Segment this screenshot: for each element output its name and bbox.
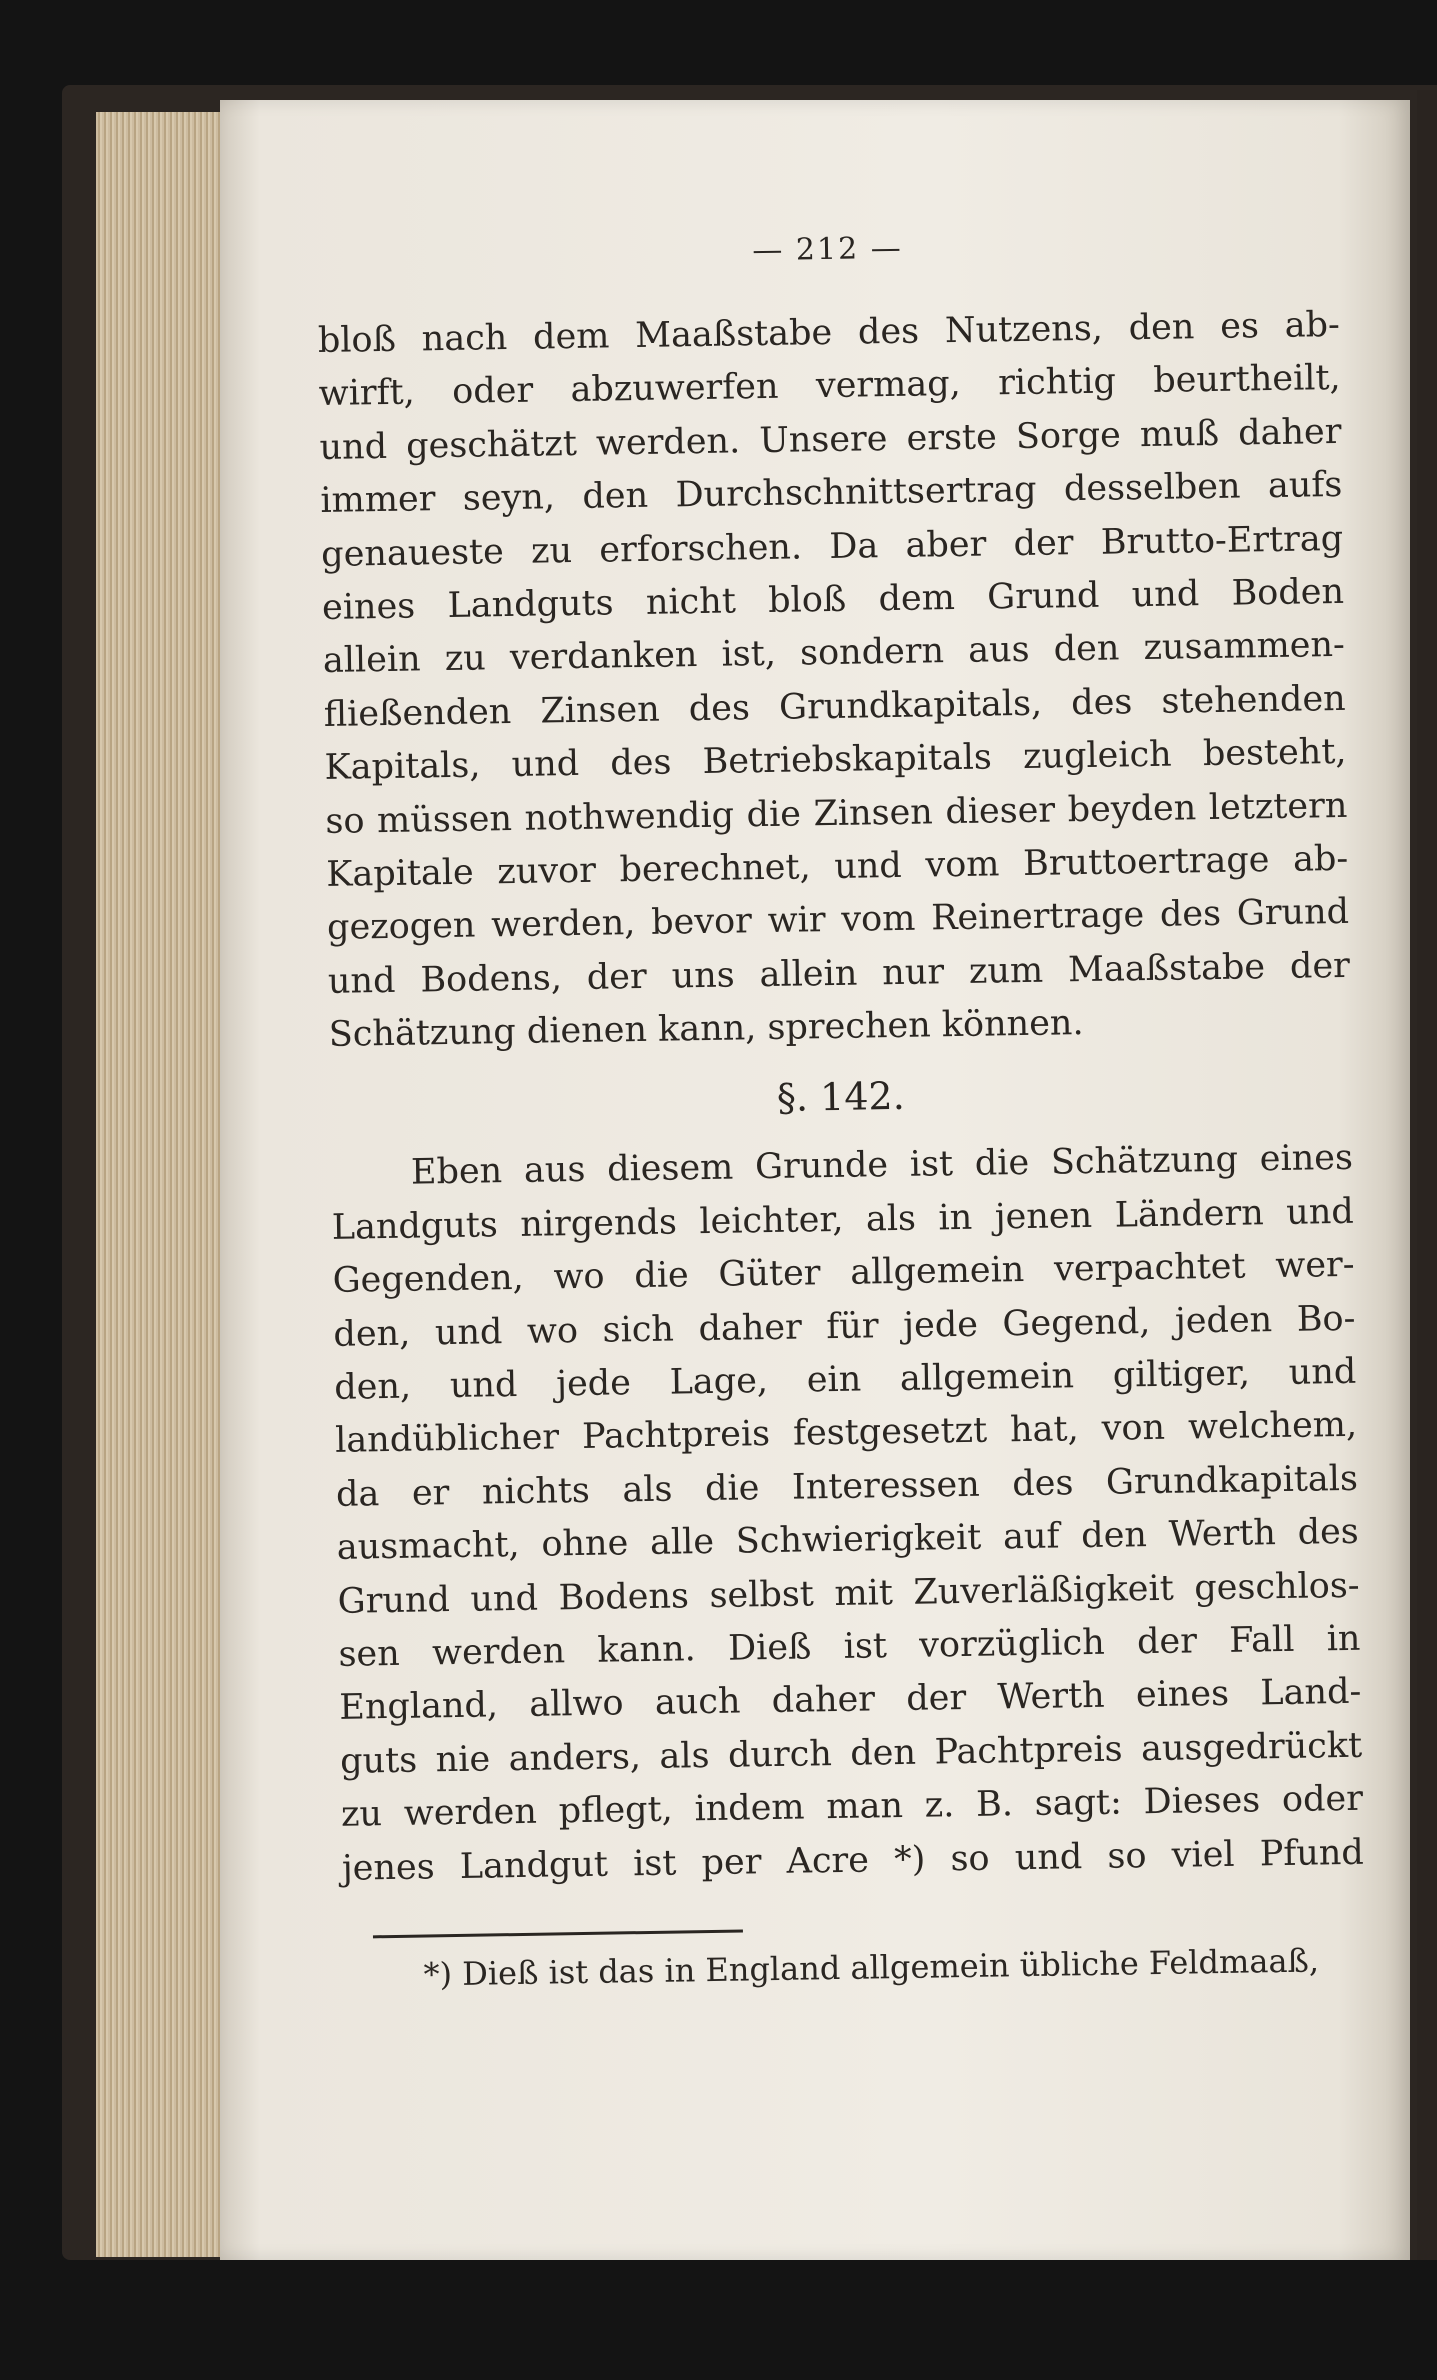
text-line: eines Landguts nicht bloß dem Grund und Boden bbox=[321, 571, 1345, 628]
text-line: guts nie anders, als durch den Pachtpreis ausgedrückt bbox=[339, 1725, 1363, 1782]
text-line: wirft, oder abzuwerfen vermag, richtig beurtheilt, bbox=[318, 358, 1341, 415]
footnote-rule bbox=[373, 1929, 743, 1938]
footnote: *) Dieß ist das in England allgemein übliche Feldmaaß, bbox=[423, 1941, 1320, 1994]
text-line: landüblicher Pachtpreis festgesetzt hat, von welchem, bbox=[334, 1405, 1358, 1462]
text-line: Landguts nirgends leichter, als in jenen Ländern und bbox=[331, 1191, 1355, 1248]
page-number: — 212 — bbox=[752, 230, 903, 269]
text-line: Gegenden, wo die Güter allgemein verpachtet wer- bbox=[332, 1245, 1355, 1302]
page-edges bbox=[96, 112, 226, 2257]
text-line: fließenden Zinsen des Grundkapitals, des stehenden bbox=[323, 678, 1346, 735]
text-line: genaueste zu erforschen. Da aber der Brutto-Ertrag bbox=[320, 518, 1344, 575]
text-line: Grund und Bodens selbst mit Zuverläßigkeit geschlos- bbox=[337, 1565, 1360, 1622]
text-line: da er nichts als die Interessen des Grundkapitals bbox=[335, 1458, 1359, 1515]
book-spine bbox=[1417, 90, 1437, 2260]
text-line: immer seyn, den Durchschnittsertrag desselben aufs bbox=[320, 465, 1343, 522]
text-line: zu werden pflegt, indem man z. B. sagt: Dieses oder bbox=[340, 1778, 1364, 1835]
text-line: Eben aus diesem Grunde ist die Schätzung eines bbox=[410, 1138, 1354, 1194]
paragraph-2 bbox=[331, 1132, 1365, 1895]
text-line: und geschätzt werden. Unsere erste Sorge muß daher bbox=[319, 411, 1342, 468]
text-line: gezogen werden, bevor wir vom Reinertrage des Grund bbox=[326, 892, 1350, 949]
text-line: allein zu verdanken ist, sondern aus den zusammen- bbox=[322, 625, 1346, 682]
section-heading: §. 142. bbox=[776, 1074, 906, 1121]
text-line: den, und jede Lage, ein allgemein giltiger, und bbox=[334, 1351, 1357, 1408]
text-line: so müssen nothwendig die Zinsen dieser beyden letztern bbox=[325, 785, 1348, 842]
text-line: den, und wo sich daher für jede Gegend, jeden Bo- bbox=[333, 1298, 1356, 1355]
text-line: und Bodens, der uns allein nur zum Maaßstabe der bbox=[327, 945, 1351, 1002]
text-line: bloß nach dem Maaßstabe des Nutzens, den es ab- bbox=[317, 304, 1341, 361]
text-line: Kapitals, und des Betriebskapitals zugleich besteht, bbox=[324, 732, 1347, 789]
text-line: Kapitale zuvor berechnet, und vom Bruttoertrage ab- bbox=[325, 838, 1349, 895]
page-text-block bbox=[316, 204, 1366, 2001]
text-line: sen werden kann. Dieß ist vorzüglich der Fall in bbox=[338, 1618, 1361, 1675]
text-line: Schätzung dienen kann, sprechen können. bbox=[328, 1003, 1084, 1055]
paragraph-1 bbox=[317, 299, 1351, 1062]
text-line: ausmacht, ohne alle Schwierigkeit auf den Werth des bbox=[336, 1511, 1360, 1569]
text-line: England, allwo auch daher der Werth eines Land- bbox=[339, 1672, 1362, 1729]
text-line: jenes Landgut ist per Acre *) so und so viel Pfund bbox=[341, 1832, 1365, 1889]
